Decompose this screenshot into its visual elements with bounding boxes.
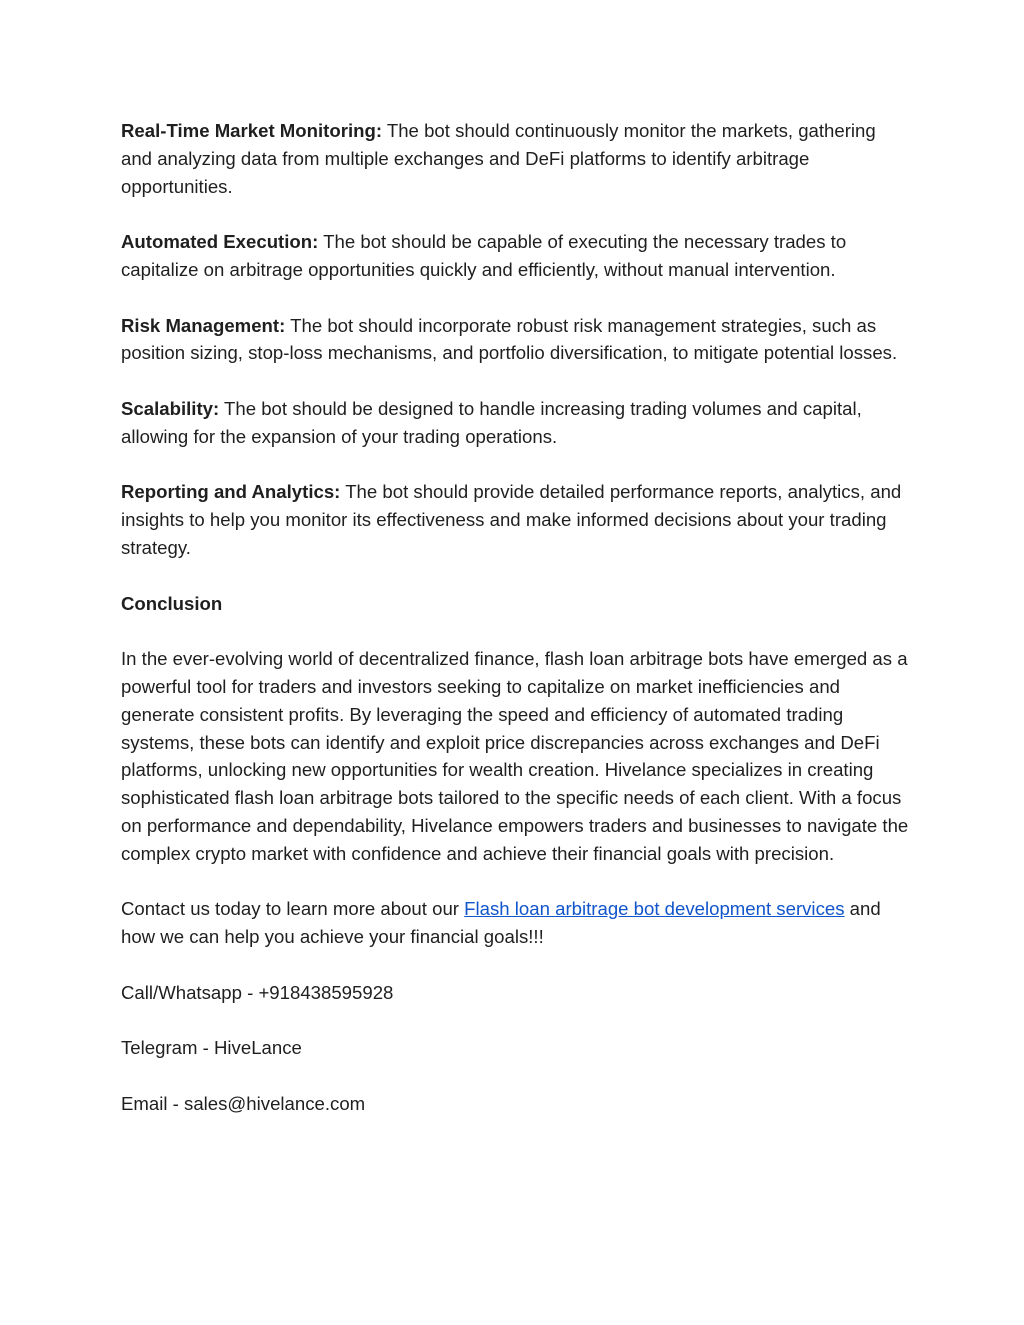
feature-text: The bot should provide detailed performance reports, analytics, and insights to help you monitor its effectiveness and make informed decisions about your trading strategy. bbox=[121, 481, 902, 558]
feature-paragraph-automated-execution bbox=[121, 228, 911, 284]
feature-paragraph-scalability bbox=[121, 395, 911, 451]
feature-text: The bot should be designed to handle increasing trading volumes and capital, allowing for the expansion of your trading operations. bbox=[121, 397, 862, 447]
feature-text: The bot should be capable of executing the necessary trades to capitalize on arbitrage opportunities quickly and efficiently, without manual intervention. bbox=[121, 231, 847, 280]
feature-label: Scalability: bbox=[121, 397, 220, 419]
feature-paragraph-reporting-analytics bbox=[121, 478, 911, 561]
contact-outro: and how we can help you achieve your financial goals!!! bbox=[121, 898, 881, 948]
contact-paragraph bbox=[121, 895, 911, 951]
services-link[interactable]: Flash loan arbitrage bot development services bbox=[464, 898, 845, 920]
contact-telegram: Telegram - HiveLance bbox=[121, 1037, 302, 1059]
feature-label: Automated Execution: bbox=[121, 231, 319, 253]
feature-label: Risk Management: bbox=[121, 314, 286, 336]
conclusion-heading: Conclusion bbox=[121, 592, 223, 614]
contact-email: Email - sales@hivelance.com bbox=[121, 1092, 366, 1114]
feature-paragraph-realtime-monitoring bbox=[121, 117, 911, 200]
conclusion-body: In the ever-evolving world of decentralized finance, flash loan arbitrage bots have emerged as a powerful tool for traders and investors seeking to capitalize on market inefficiencies and generate consistent profits. By leveraging the speed and efficiency of automated trading systems, these bots can identify and exploit price discrepancies across exchanges and DeFi platforms, unlocking new opportunities for wealth creation. Hivelance specializes in creating sophisticated flash loan arbitrage bots tailored to the specific needs of each client. With a focus on performance and dependability, Hivelance empowers traders and businesses to navigate the complex crypto market with confidence and achieve their financial goals with precision. bbox=[121, 648, 909, 864]
document-page bbox=[121, 117, 911, 1145]
contact-phone: Call/Whatsapp - +918438595928 bbox=[121, 981, 394, 1003]
feature-text: The bot should continuously monitor the markets, gathering and analyzing data from multiple exchanges and DeFi platforms to identify arbitrage opportunities. bbox=[121, 120, 876, 197]
feature-label: Real-Time Market Monitoring: bbox=[121, 120, 383, 141]
feature-paragraph-risk-management bbox=[121, 312, 911, 368]
feature-text: The bot should incorporate robust risk management strategies, such as position sizing, stop-loss mechanisms, and portfolio diversification, to mitigate potential losses. bbox=[121, 314, 898, 364]
contact-intro: Contact us today to learn more about our bbox=[121, 898, 465, 920]
feature-label: Reporting and Analytics: bbox=[121, 481, 341, 503]
